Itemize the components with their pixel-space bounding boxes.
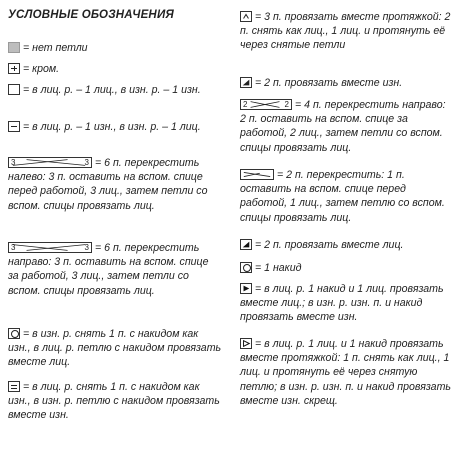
cross-lines-2 (241, 170, 273, 179)
slash-square-icon (240, 77, 252, 88)
cross-label-left: 3 (11, 158, 16, 167)
legend-entry-text: = 6 п. перекрестить налево: 3 п. оставить на вспом. спице перед работой, 3 лиц., затем петли со вспом. спицы провязать лиц. (8, 157, 208, 212)
legend-entry-edge (8, 62, 228, 76)
legend-entry-no-stitch (8, 41, 228, 55)
legend-entry-3-together (240, 10, 454, 53)
cross-6-left-icon (8, 157, 92, 168)
legend-entry-yarn-over (240, 261, 454, 275)
right-triangle-shape (241, 284, 251, 293)
legend-entry-cross-4 (240, 98, 454, 155)
dash-square-icon (8, 121, 20, 132)
cross-label-right: 2 (284, 100, 289, 109)
legend-entry-text: = 2 п. провязать вместе изн. (255, 77, 403, 89)
legend-entry-text: = 4 п. перекрестить направо: 2 п. оставить на вспом. спице за работой, 2 лиц., затем петли со вспом. спицы провязать лиц. (240, 99, 446, 154)
slash-shape (241, 78, 251, 87)
legend-entry-cross-right (8, 241, 222, 298)
legend-entry-text: = в изн. р. снять 1 п. с накидом как изн., в лиц. р. петлю с накидом провязать вместе лиц. (8, 328, 222, 369)
legend-entry-slip-yo-purl (8, 327, 222, 370)
yarn-over-square-icon (240, 262, 252, 273)
right-triangle-open-shape (241, 339, 251, 348)
legend-entry-slip-yo-knit (8, 380, 222, 423)
legend-entry-yo-knit-together (240, 282, 454, 325)
plus-square-icon (8, 63, 20, 74)
legend-entry-knit (8, 83, 222, 97)
cross-6-right-icon (8, 242, 92, 253)
legend-entry-purl (8, 120, 222, 134)
legend-entry-text: = 3 п. провязать вместе протяжкой: 2 п. снять как лиц., 1 лиц. и протянуть её через снятые петли (240, 11, 451, 52)
black-triangle-square-icon (240, 239, 252, 250)
legend-entry-cross-2 (240, 168, 454, 225)
legend-entry-text: = нет петли (23, 42, 88, 54)
cross-lines-4 (241, 100, 291, 109)
grey-square-icon (8, 42, 20, 53)
legend-entry-knit-yo-ssk (240, 337, 454, 408)
legend-entry-2-purl-together (240, 76, 454, 90)
legend-entry-text: = 1 накид (255, 262, 302, 274)
double-line-square-icon (8, 381, 20, 392)
cross-label-left: 3 (11, 243, 16, 252)
cross-label-left: 2 (243, 100, 248, 109)
legend-entry-2-knit-together (240, 238, 454, 252)
caret-shape (241, 12, 251, 21)
legend-title: УСЛОВНЫЕ ОБОЗНАЧЕНИЯ (8, 9, 174, 21)
caret-square-icon (240, 11, 252, 22)
right-triangle-open-square-icon (240, 338, 252, 349)
legend-entry-cross-left (8, 156, 222, 213)
cross-lines-right (9, 243, 91, 252)
legend-entry-text: = 2 п. перекрестить: 1 п. оставить на вспом. спице перед работой, 1 лиц., затем петлю со вспом. спицы провязать лиц. (240, 169, 445, 224)
right-triangle-square-icon (240, 283, 252, 294)
legend-entry-text: = 6 п. перекрестить направо: 3 п. оставить на вспом. спице за работой, 3 лиц., затем петли со вспом. спицы провязать лиц. (8, 242, 209, 297)
cross-label-right: 3 (84, 243, 89, 252)
legend-entry-text: = в лиц. р. – 1 изн., в изн. р. – 1 лиц. (23, 121, 201, 133)
legend-entry-text: = кром. (23, 63, 60, 75)
cross-label-right: 3 (84, 158, 89, 167)
cross-lines-left (9, 158, 91, 167)
legend-entry-text: = 2 п. провязать вместе лиц. (255, 239, 404, 251)
legend-entry-text: = в лиц. р. – 1 лиц., в изн. р. – 1 изн. (23, 84, 201, 96)
cross-4-right-icon (240, 99, 292, 110)
empty-square-icon (8, 84, 20, 95)
triangle-shape (241, 240, 251, 249)
legend-entry-text: = в лиц. р. 1 накид и 1 лиц. провязать вместе лиц.; в изн. р. изн. п. и накид провязать вместе изн. (240, 283, 444, 324)
legend-entry-text: = в лиц. р. 1 лиц. и 1 накид провязать вместе протяжкой: 1 п. снять как лиц., 1 лиц. и протянуть её через снятую петлю; в изн. р. изн. п. и накид провязать вместе изн. скрещ. (240, 338, 451, 407)
legend-entry-text: = в лиц. р. снять 1 п. с накидом как изн., в изн. р. петлю с накидом провязать вместе изн. (8, 381, 220, 422)
cross-3-icon (240, 169, 274, 180)
circle-square-icon (8, 328, 20, 339)
